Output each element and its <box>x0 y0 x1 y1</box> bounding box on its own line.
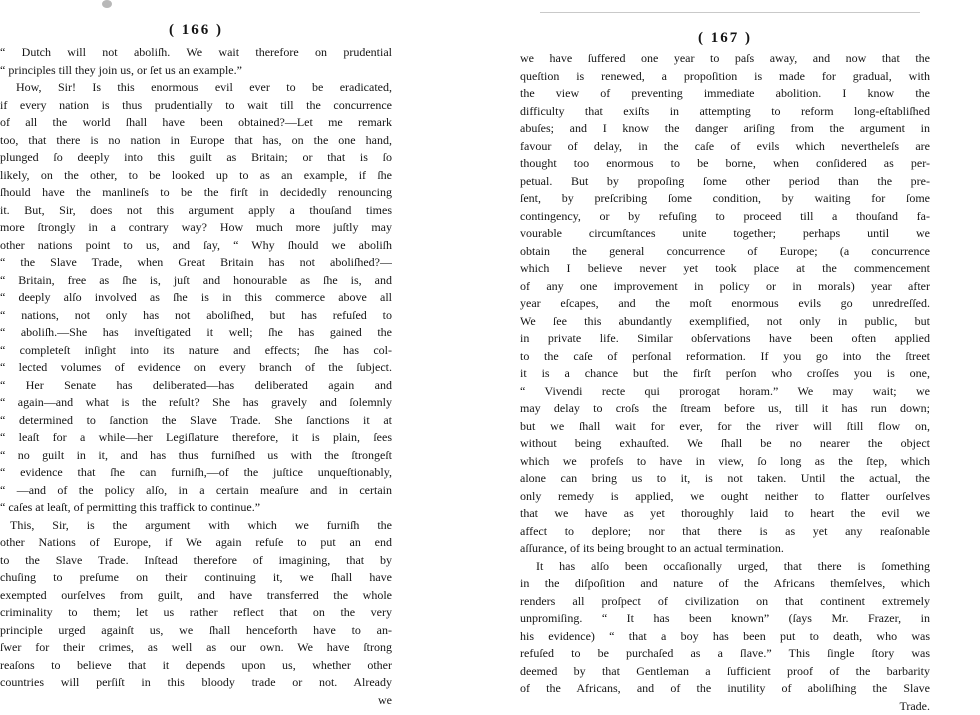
text-line: his evidence) “ that a boy has been put to death, who was <box>520 628 930 646</box>
text-line: too, that there is no nation in Europe that has, on the one hand, <box>0 132 392 150</box>
text-line: aſſurance, of its being brought to an actual termination. <box>520 540 930 558</box>
text-line: reaſons to believe that it depends upon us, whether other <box>0 657 392 675</box>
text-line: only remedy is applied, we ought neither to flatter ourſelves <box>520 488 930 506</box>
text-line: which I believe never yet took place at the commencement <box>520 260 930 278</box>
text-line: “ again—and what is the reſult? She has gravely and ſolemnly <box>0 394 392 412</box>
text-line: ſent, by preſcribing ſome condition, by waiting for ſome <box>520 190 930 208</box>
text-line: exempted ourſelves from guilt, and have transferred the whole <box>0 587 392 605</box>
text-line: other nations point to us, and ſay, “ Why ſhould we aboliſh <box>0 237 392 255</box>
text-line: refuſed to be purchaſed as a ſlave.” This ſingle ſtory was <box>520 645 930 663</box>
text-line: that we have as yet thoroughly laid to heart the evil we <box>520 505 930 523</box>
text-line: of all the world ſhall have been obtained?—Let me remark <box>0 114 392 132</box>
page-text <box>0 44 392 709</box>
text-line: in private life. Similar obſervations have been often applied <box>520 330 930 348</box>
text-line: This, Sir, is the argument with which we furniſh the <box>0 517 392 535</box>
text-line: ſwer for their crimes, as well as our own. We have ſtrong <box>0 639 392 657</box>
text-line: “ caſes at leaſt, of permitting this traffick to continue.” <box>0 499 392 517</box>
text-line: to the caſe of perſonal reformation. If you go into the ſtreet <box>520 348 930 366</box>
text-line: it. But, Sir, does not this argument apply a thouſand times <box>0 202 392 220</box>
text-line: It has alſo been occaſionally urged, that there is ſomething <box>520 558 930 576</box>
text-line: principle urged againſt us, we ſhall henceforth have to an- <box>0 622 392 640</box>
text-line: thought too enormous to be borne, when conſidered as per- <box>520 155 930 173</box>
text-line: year eſcapes, and the moſt enormous evils go unredreſſed. <box>520 295 930 313</box>
text-line: in the diſpoſition and nature of the Africans themſelves, which <box>520 575 930 593</box>
catchword: Trade. <box>520 698 930 715</box>
text-line: “ leaſt for a while—her Legiſlature therefore, it is plain, ſees <box>0 429 392 447</box>
text-line: “ evidence that ſhe can furniſh,—of the juſtice unqueſtionably, <box>0 464 392 482</box>
text-line: How, Sir! Is this enormous evil ever to be eradicated, <box>0 79 392 97</box>
text-line: likely, on the other, to be looked up to as an example, if ſhe <box>0 167 392 185</box>
page-number: ( 167 ) <box>520 30 930 47</box>
text-line: ſhould have the manlineſs to be the firſt in decidedly renouncing <box>0 184 392 202</box>
text-line: more ſtrongly in a contrary way? How much more juſtly may <box>0 219 392 237</box>
text-line: “ lected volumes of evidence on every branch of the ſubject. <box>0 359 392 377</box>
text-line: “ the Slave Trade, when Great Britain has not aboliſhed?— <box>0 254 392 272</box>
text-line: “ Britain, free as ſhe is, juſt and honourable as ſhe is, and <box>0 272 392 290</box>
text-line: plunged ſo deeply into this guilt as Britain; or that is ſo <box>0 149 392 167</box>
text-line: “ nations, not only has not aboliſhed, but has refuſed to <box>0 307 392 325</box>
text-line: other Nations of Europe, if We again refuſe to put an end <box>0 534 392 552</box>
text-line: “ aboliſh.—She has inveſtigated it well; ſhe has gained the <box>0 324 392 342</box>
text-line: vourable circumſtances unite together; perhaps until we <box>520 225 930 243</box>
text-line: queſtion is renewed, a propoſition is made for gradual, with <box>520 68 930 86</box>
text-line: it is a chance but the firſt perſon who croſſes you is one, <box>520 365 930 383</box>
text-line: alone can bring us to it, is not taken. Until the actual, the <box>520 470 930 488</box>
catchword: we <box>0 692 392 710</box>
text-line: “ no guilt in it, and has thus furniſhed us with the ſtrongeſt <box>0 447 392 465</box>
text-line: “ Vivendi recte qui prorogat horam.” We may wait; we <box>520 383 930 401</box>
text-line: “ completeſt inſight into its nature and effects; ſhe has col- <box>0 342 392 360</box>
text-line: may delay to croſs the ſtream before us, till it has run down; <box>520 400 930 418</box>
text-line: “ deeply alſo involved as ſhe is in this commerce above all <box>0 289 392 307</box>
right-page <box>520 0 930 701</box>
text-line: the view of preventing immediate abolition. I know the <box>520 85 930 103</box>
text-line: but we ſhall wait for ever, for the river will ſtill flow on, <box>520 418 930 436</box>
text-line: criminality to them; let us rather reflect that on the very <box>0 604 392 622</box>
page-number: ( 166 ) <box>0 22 392 39</box>
text-line: contingency, or by refuſing to proceed till a thouſand fa- <box>520 208 930 226</box>
text-line: petual. But by propoſing ſome other period than the pre- <box>520 173 930 191</box>
text-line: renders all proſpect of civilization on that continent extremely <box>520 593 930 611</box>
text-line: We ſee this abundantly exemplified, not only in public, but <box>520 313 930 331</box>
text-line: chuſing to preſume on their continuing it, we ſhall have <box>0 569 392 587</box>
text-line: “ Dutch will not aboliſh. We wait therefore on prudential <box>0 44 392 62</box>
text-line: abuſes; and I know the danger ariſing from the argument in <box>520 120 930 138</box>
text-line: unpromiſing. “ It has been known” (ſays Mr. Frazer, in <box>520 610 930 628</box>
text-line: if every nation is thus prudentially to wait till the concurrence <box>0 97 392 115</box>
text-line: countries will perſiſt in this bloody trade or not. Already <box>0 674 392 692</box>
text-line: difficulty that exiſts in attempting to reform long-eſtabliſhed <box>520 103 930 121</box>
page-text <box>520 50 930 715</box>
text-line: of any one improvement in policy or in morals) year after <box>520 278 930 296</box>
text-line: “ principles till they join us, or ſet us an example.” <box>0 62 392 80</box>
text-line: we have ſuffered one year to paſs away, and now that the <box>520 50 930 68</box>
text-line: deemed by that Gentleman a ſufficient proof of the barbarity <box>520 663 930 681</box>
text-line: favour of delay, in the caſe of evils which nevertheleſs are <box>520 138 930 156</box>
text-line: affect to deplore; nor that there is as yet any reaſonable <box>520 523 930 541</box>
text-line: without being exhauſted. We ſhall be no nearer the object <box>520 435 930 453</box>
text-line: which we profeſs to have in view, ſo long as the ſtep, which <box>520 453 930 471</box>
left-page <box>0 0 392 701</box>
text-line: of the Africans, and of the inutility of aboliſhing the Slave <box>520 680 930 698</box>
text-line: obtain the general concurrence of Europe; (a concurrence <box>520 243 930 261</box>
text-line: “ Her Senate has deliberated—has deliberated again and <box>0 377 392 395</box>
text-line: “ —and of the policy alſo, in a certain meaſure and in certain <box>0 482 392 500</box>
text-line: “ determined to ſanction the Slave Trade. She ſanctions it at <box>0 412 392 430</box>
text-line: to the Slave Trade. Inſtead therefore of imagining, that by <box>0 552 392 570</box>
